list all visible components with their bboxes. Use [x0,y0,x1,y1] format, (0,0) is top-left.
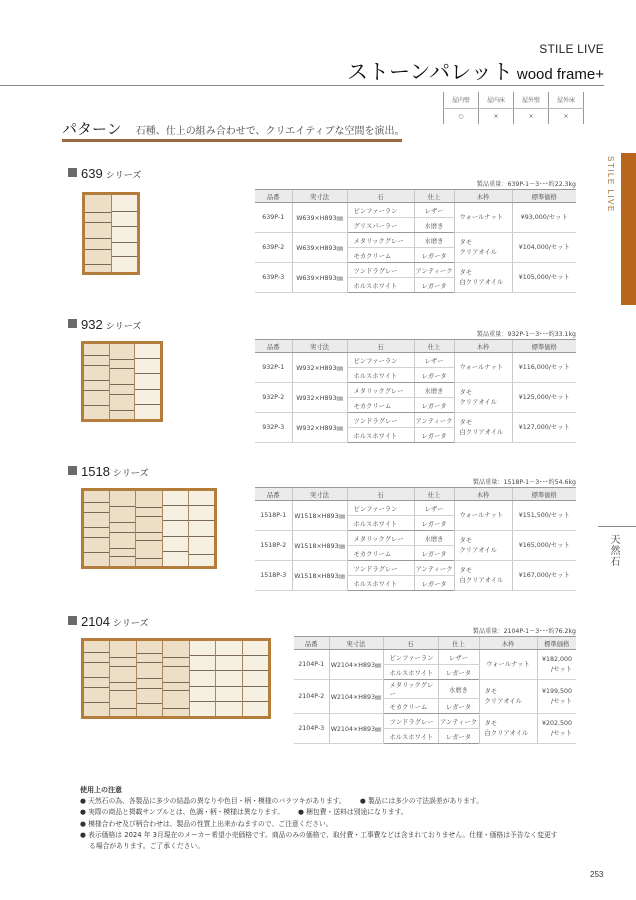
col-header-frame: 木枠 [454,340,512,353]
cell-price: ¥202,500 /セット [537,714,576,744]
cell-frame: ウォールナット [454,501,512,531]
cell-price: ¥182,000 /セット [537,650,576,680]
col-header-code: 品番 [255,488,292,501]
cell-price: ¥125,000/セット [512,383,576,413]
cell-finish: レガータ [438,729,479,744]
table-row [255,501,576,516]
cell-stone: ホルスホワイト [347,576,414,591]
spec-table-1518 [255,487,576,591]
pattern-description: 石種、仕上の組み合わせで、クリエイティブな空間を演出。 [135,126,405,137]
col-header-price: 標準価格 [512,488,576,501]
cell-stone: メタリックグレー [347,531,414,546]
col-header-frame: 木枠 [454,488,512,501]
note-item: ● 梱包費・送料は別途になります。 [298,808,408,816]
notes-line-5: る場合があります。ご了承ください。 [89,842,205,851]
note-item: ● 製品には多少の寸法誤差があります。 [360,797,483,805]
cell-code: 639P-3 [255,263,292,293]
cell-size: W639×H893㎜ [292,263,347,293]
cell-size: W1518×H893㎜ [292,501,347,531]
square-bullet-icon [68,616,77,625]
cell-finish: レガータ [414,546,454,561]
cell-finish: レガータ [414,576,454,591]
cell-finish: レガータ [414,428,454,443]
cell-code: 639P-2 [255,233,292,263]
col-header-size: 実寸法 [292,488,347,501]
side-brand-label: STILE LIVE [606,156,615,213]
table-row [294,650,576,665]
table-header-row [294,637,576,650]
table-header-row [255,488,576,501]
cell-stone: ピンファーラン [347,203,414,218]
cell-code: 2104P-1 [294,650,329,680]
series-title-1518 [68,461,148,480]
spec-table-2104 [294,636,576,744]
cell-frame: ウォールナット [454,203,512,233]
brand-label: STILE LIVE [539,42,604,56]
cell-stone: ホルスホワイト [347,516,414,531]
cell-code: 932P-2 [255,383,292,413]
cell-finish: アンティーク [414,413,454,428]
cell-frame: タモ クリアオイル [454,531,512,561]
panel-image-639 [82,192,140,275]
pattern-label: パターン [62,120,122,138]
title-english: wood frame+ [516,66,604,83]
weight-note-932: 製品重量：932P-1～3･･･約33.1kg [476,331,576,338]
series-suffix: シリーズ [112,469,149,479]
cell-stone: ツンドラグレー [347,561,414,576]
weight-note-2104: 製品重量：2104P-1～3･･･約76.2kg [472,628,576,635]
cell-frame: ウォールナット [454,353,512,383]
cell-stone: ホルスホワイト [383,665,438,680]
cell-frame: タモ 白クリアオイル [454,561,512,591]
title-japanese: ストーンパレット [346,60,513,84]
series-number: 639 [81,166,103,181]
table-header-row [255,340,576,353]
cell-stone: ツンドラグレー [347,413,414,428]
square-bullet-icon [68,168,77,177]
cell-finish: 水磨き [414,218,454,233]
page-title [347,56,604,86]
cell-finish: 水磨き [414,531,454,546]
table-header-row [255,190,576,203]
cell-stone: メタリックグレー [383,680,438,699]
series-title-932 [68,314,141,333]
side-category-divider [598,526,636,527]
col-header-price: 標準価格 [512,190,576,203]
series-number: 1518 [81,464,110,479]
cell-frame: タモ 白クリアオイル [479,714,537,744]
usage-value-indoor-wall: ○ [444,108,479,124]
cell-stone: ホルスホワイト [383,729,438,744]
col-header-code: 品番 [255,190,292,203]
cell-stone: ツンドラグレー [383,714,438,729]
cell-price: ¥127,000/セット [512,413,576,443]
series-suffix: シリーズ [112,619,149,629]
cell-stone: メタリックグレー [347,383,414,398]
cell-frame: ウォールナット [479,650,537,680]
pattern-heading [62,118,405,139]
weight-note-639: 製品重量：639P-1～3･･･約22.3kg [476,181,576,188]
cell-size: W932×H893㎜ [292,383,347,413]
usage-label-outdoor-wall: 屋外壁 [514,92,549,108]
note-item: ● 模様合わせ及び柄合わせは、製品の性質上出来かねますので、ご注意ください。 [80,820,333,828]
cell-finish: アンティーク [438,714,479,729]
col-header-finish: 仕上 [414,488,454,501]
col-header-size: 実寸法 [292,340,347,353]
table-row [255,413,576,428]
cell-price: ¥151,500/セット [512,501,576,531]
note-item: ● 天然石の為、各製品に多少の結晶の異なりや色目・柄・模様のバラツキがあります。 [80,797,346,805]
table-row [255,233,576,248]
col-header-size: 実寸法 [292,190,347,203]
cell-size: W932×H893㎜ [292,413,347,443]
title-divider [0,85,604,86]
col-header-price: 標準価格 [512,340,576,353]
cell-size: W2104×H893㎜ [329,714,383,744]
series-number: 2104 [81,614,110,629]
cell-price: ¥105,000/セット [512,263,576,293]
usage-value-outdoor-wall: × [514,108,549,124]
table-row [294,714,576,729]
cell-size: W639×H893㎜ [292,233,347,263]
table-row [294,680,576,699]
col-header-stone: 石 [347,190,414,203]
usage-value-outdoor-floor: × [549,108,584,124]
cell-price: ¥116,000/セット [512,353,576,383]
spec-table-932 [255,339,576,443]
cell-finish: レザー [438,650,479,665]
cell-stone: ホルスホワイト [347,278,414,293]
col-header-price: 標準価格 [537,637,576,650]
col-header-code: 品番 [294,637,329,650]
cell-stone: ホルスホワイト [347,368,414,383]
cell-size: W2104×H893㎜ [329,680,383,714]
cell-finish: レガータ [414,516,454,531]
cell-code: 1518P-1 [255,501,292,531]
usage-label-indoor-floor: 屋内床 [479,92,514,108]
cell-price: ¥199,500 /セット [537,680,576,714]
square-bullet-icon [68,319,77,328]
cell-finish: レガータ [438,699,479,714]
col-header-stone: 石 [347,340,414,353]
table-row [255,203,576,218]
page-number: 253 [590,870,604,879]
cell-finish: アンティーク [414,561,454,576]
series-title-2104 [68,611,148,630]
cell-finish: レザー [414,203,454,218]
cell-stone: ピンファーラン [383,650,438,665]
cell-frame: タモ 白クリアオイル [454,413,512,443]
table-row [255,561,576,576]
cell-finish: 水磨き [414,383,454,398]
cell-price: ¥167,000/セット [512,561,576,591]
cell-stone: モカクリーム [347,248,414,263]
cell-code: 932P-3 [255,413,292,443]
col-header-frame: 木枠 [479,637,537,650]
cell-size: W1518×H893㎜ [292,531,347,561]
notes-line-3 [80,819,600,830]
col-header-size: 実寸法 [329,637,383,650]
cell-size: W2104×H893㎜ [329,650,383,680]
col-header-finish: 仕上 [438,637,479,650]
cell-frame: タモ クリアオイル [454,383,512,413]
table-row [255,531,576,546]
cell-code: 2104P-2 [294,680,329,714]
cell-size: W639×H893㎜ [292,203,347,233]
cell-finish: アンティーク [414,263,454,278]
cell-stone: ツンドラグレー [347,263,414,278]
cell-code: 639P-1 [255,203,292,233]
side-category-label: 天然石 [608,534,619,567]
note-item: ● 表示価格は 2024 年 3月現在のメーカー希望小売価格です。商品のみの価格で、取付費・工事費などは含まれておりません。仕様・価格は予告なく変更す [80,831,558,839]
col-header-finish: 仕上 [414,340,454,353]
cell-finish: レザー [414,501,454,516]
cell-finish: 水磨き [438,680,479,699]
cell-stone: メタリックグレー [347,233,414,248]
cell-size: W932×H893㎜ [292,353,347,383]
cell-code: 932P-1 [255,353,292,383]
table-row [255,353,576,368]
table-row [255,263,576,278]
series-suffix: シリーズ [105,171,142,181]
cell-price: ¥93,000/セット [512,203,576,233]
side-accent-tab [621,153,636,305]
usage-label-outdoor-floor: 屋外床 [549,92,584,108]
cell-stone: ピンファーラン [347,501,414,516]
cell-stone: ホルスホワイト [347,428,414,443]
notes-line-2 [80,807,600,818]
cell-finish: 水磨き [414,233,454,248]
note-item: ● 実際の商品と掲載サンプルとは、色調・柄・模様は異なります。 [80,808,284,816]
usage-table [443,92,584,124]
cell-frame: タモ クリアオイル [454,233,512,263]
cell-stone: モカクリーム [347,398,414,413]
notes-line-4 [80,830,600,841]
cell-code: 2104P-3 [294,714,329,744]
notes-line-1 [80,796,600,807]
notes-heading: 使用上の注意 [80,786,122,794]
cell-finish: レガータ [438,665,479,680]
col-header-stone: 石 [347,488,414,501]
panel-image-2104 [81,638,271,719]
cell-finish: レガータ [414,278,454,293]
usage-notes [80,785,600,852]
col-header-stone: 石 [383,637,438,650]
cell-price: ¥104,000/セット [512,233,576,263]
cell-finish: レガータ [414,248,454,263]
panel-image-932 [81,341,163,422]
weight-note-1518: 製品重量：1518P-1～3･･･約54.6kg [472,479,576,486]
series-number: 932 [81,317,103,332]
panel-image-1518 [81,488,217,569]
cell-finish: レガータ [414,368,454,383]
cell-stone: ピンファーラン [347,353,414,368]
series-title-639 [68,163,141,182]
cell-frame: タモ クリアオイル [479,680,537,714]
cell-code: 1518P-2 [255,531,292,561]
cell-size: W1518×H893㎜ [292,561,347,591]
cell-finish: レザー [414,353,454,368]
usage-label-indoor-wall: 屋内壁 [444,92,479,108]
cell-code: 1518P-3 [255,561,292,591]
usage-value-indoor-floor: × [479,108,514,124]
square-bullet-icon [68,466,77,475]
series-suffix: シリーズ [105,322,142,332]
col-header-frame: 木枠 [454,190,512,203]
col-header-code: 品番 [255,340,292,353]
cell-frame: タモ 白クリアオイル [454,263,512,293]
col-header-finish: 仕上 [414,190,454,203]
cell-stone: グリスパーラー [347,218,414,233]
cell-stone: モカクリーム [347,546,414,561]
pattern-divider [62,139,402,142]
spec-table-639 [255,189,576,293]
cell-stone: モカクリーム [383,699,438,714]
table-row [255,383,576,398]
cell-price: ¥165,000/セット [512,531,576,561]
cell-finish: レガータ [414,398,454,413]
